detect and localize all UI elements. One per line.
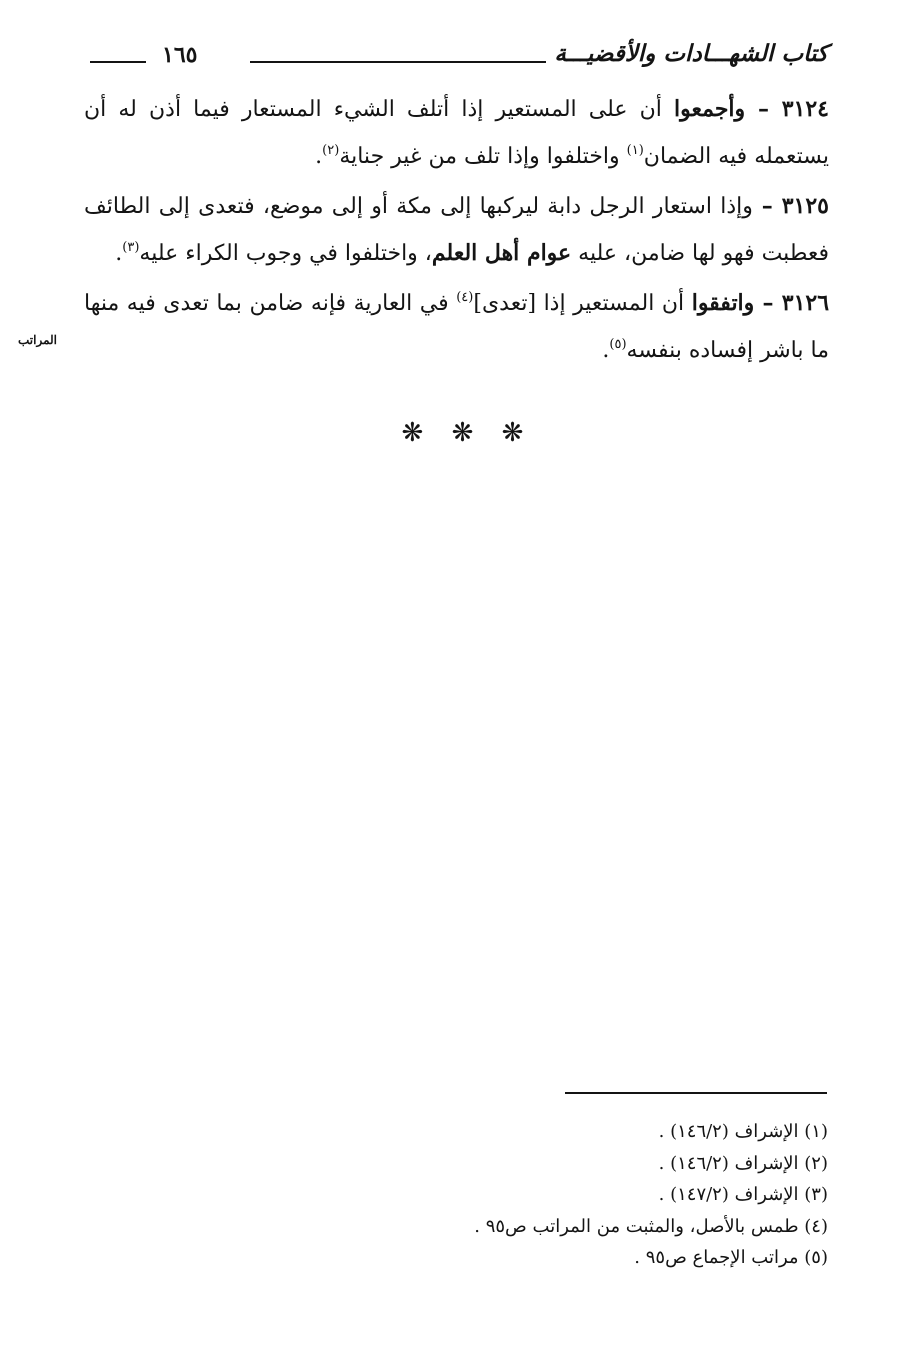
footnote-4: (٤) طمس بالأصل، والمثبت من المراتب ص٩٥ . <box>474 1215 828 1237</box>
paragraph-text: ، واختلفوا في وجوب الكراء عليه <box>139 241 432 266</box>
footnote-ref: (٢) <box>322 143 340 158</box>
lead-word: وأجمعوا <box>674 96 746 122</box>
paragraph-dash: – <box>754 290 782 316</box>
section-ornament: ❋ ❋ ❋ <box>401 418 534 448</box>
paragraph-text: في العارية فإنه ضامن بما تعدى فيه منها ما باشر إفساده بنفسه <box>84 291 829 363</box>
footnote-ref: (٣) <box>122 240 140 255</box>
footnote-3: (٣) الإشراف (١٤٧/٢) . <box>658 1184 828 1205</box>
paragraph-text: أن المستعير إذا [تعدى] <box>473 291 692 316</box>
paragraph-text: واختلفوا وإذا تلف من غير جناية <box>339 144 627 169</box>
footnote-2: (٢) الإشراف (١٤٦/٢) . <box>658 1152 828 1174</box>
paragraph-3125 <box>84 183 829 277</box>
lead-word: واتفقوا <box>691 290 755 316</box>
paragraph-end: . <box>602 338 610 363</box>
header-rule-short <box>90 61 146 63</box>
paragraph-number: ٣١٢٤ <box>781 96 829 122</box>
header-rule <box>250 61 546 63</box>
footnote-rule <box>565 1092 827 1094</box>
paragraph-end: . <box>115 241 123 266</box>
header-title: كتاب الشهـــادات والأقضيـــة <box>554 40 828 67</box>
paragraph-number: ٣١٢٥ <box>781 193 829 219</box>
paragraph-3126 <box>84 280 829 374</box>
footnote-ref: (٥) <box>609 337 627 352</box>
paragraph-dash: – <box>745 96 782 122</box>
margin-note: المراتب <box>18 333 58 347</box>
running-header <box>90 38 828 78</box>
bold-phrase: عوام أهل العلم <box>431 240 572 266</box>
footnotes <box>300 1116 828 1274</box>
footnote-ref: (١) <box>626 143 644 158</box>
footnote-5: (٥) مراتب الإجماع ص٩٥ . <box>634 1247 828 1268</box>
paragraph-text: أن على المستعير إذا أتلف الشيء المستعار فيما أذن له أن يستعمله فيه الضمان <box>84 97 829 169</box>
paragraph-number: ٣١٢٦ <box>781 290 830 316</box>
footnote-ref: (٤) <box>456 290 474 305</box>
paragraph-dash: – <box>752 193 782 219</box>
paragraph-3124 <box>84 86 829 180</box>
paragraph-text: وإذا استعار الرجل دابة ليركبها إلى مكة أو إلى موضع، فتعدى إلى الطائف فعطبت فهو لها ضامن، عليه <box>84 194 829 266</box>
paragraph-end: . <box>315 144 323 169</box>
body-text <box>84 86 829 377</box>
footnote-1: (١) الإشراف (١٤٦/٢) . <box>658 1121 828 1142</box>
page-number: ١٦٥ <box>162 42 198 68</box>
